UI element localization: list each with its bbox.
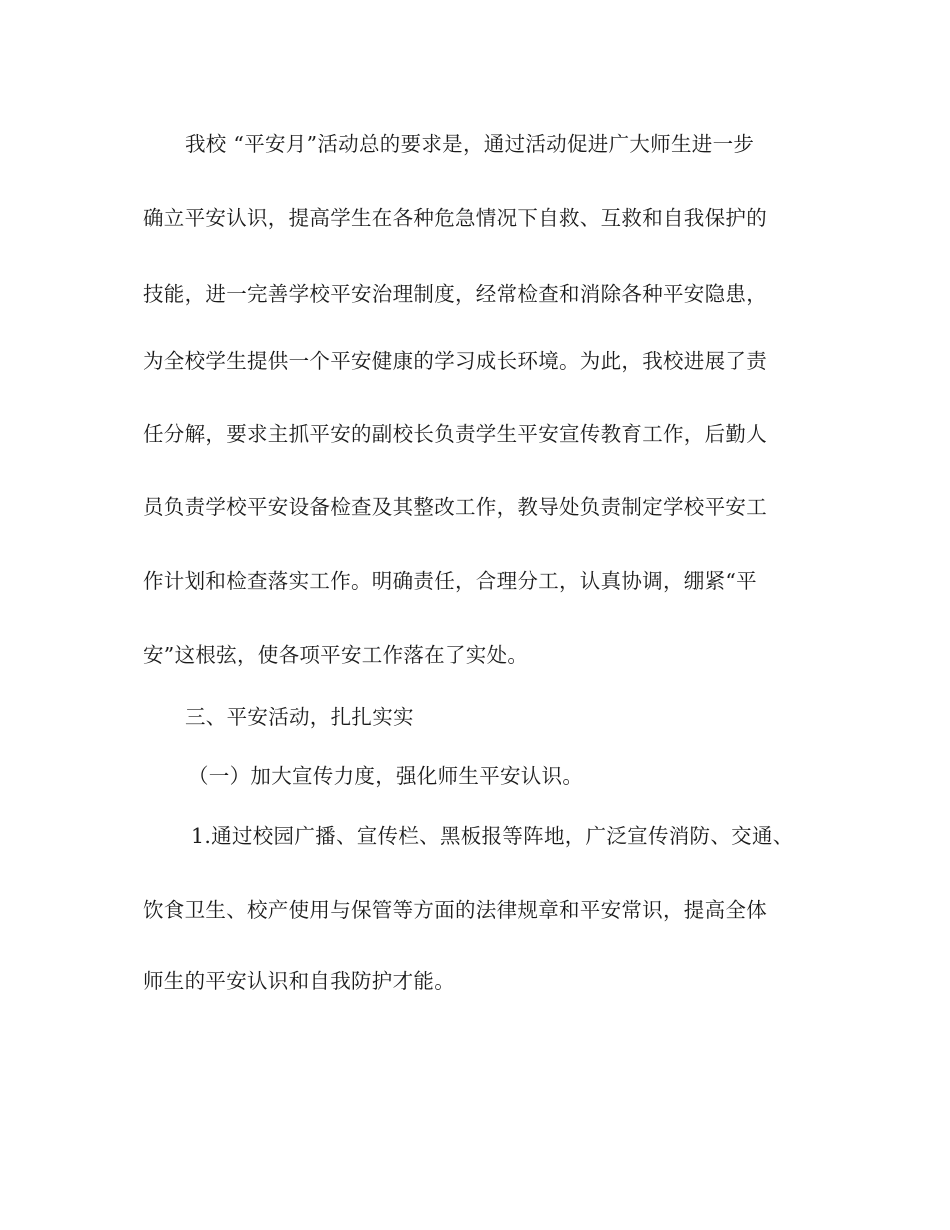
paragraph-line: 任分解，要求主抓平安的副校长负责学生平安宣传教育工作，后勤人: [143, 422, 767, 446]
paragraph-line: 为全校学生提供一个平安健康的学习成长环境。为此，我校进展了责: [143, 349, 767, 373]
subsection-heading: （一）加大宣传力度，强化师生平安认识。: [188, 764, 584, 788]
list-item-line: 1.通过校园广播、宣传栏、黑板报等阵地，广泛宣传消防、交通、: [191, 824, 794, 848]
paragraph-line: 员负责学校平安设备检查及其整改工作，教导处负责制定学校平安工: [143, 495, 767, 519]
paragraph-line: 作计划和检查落实工作。明确责任，合理分工，认真协调，绷紧“平: [143, 569, 757, 593]
paragraph-line: 我校 “平安月”活动总的要求是，通过活动促进广大师生进一步: [185, 132, 755, 156]
list-item-line: 师生的平安认识和自我防护才能。: [143, 969, 455, 993]
section-heading: 三、平安活动，扎扎实实: [185, 705, 414, 729]
list-item-line: 饮食卫生、校产使用与保管等方面的法律规章和平安常识，提高全体: [143, 898, 767, 922]
paragraph-line: 确立平安认识，提高学生在各种危急情况下自救、互救和自我保护的: [143, 206, 767, 230]
paragraph-line: 安”这根弦，使各项平安工作落在了实处。: [143, 643, 529, 667]
paragraph-line: 技能，进一完善学校平安治理制度，经常检查和消除各种平安隐患，: [143, 282, 767, 306]
